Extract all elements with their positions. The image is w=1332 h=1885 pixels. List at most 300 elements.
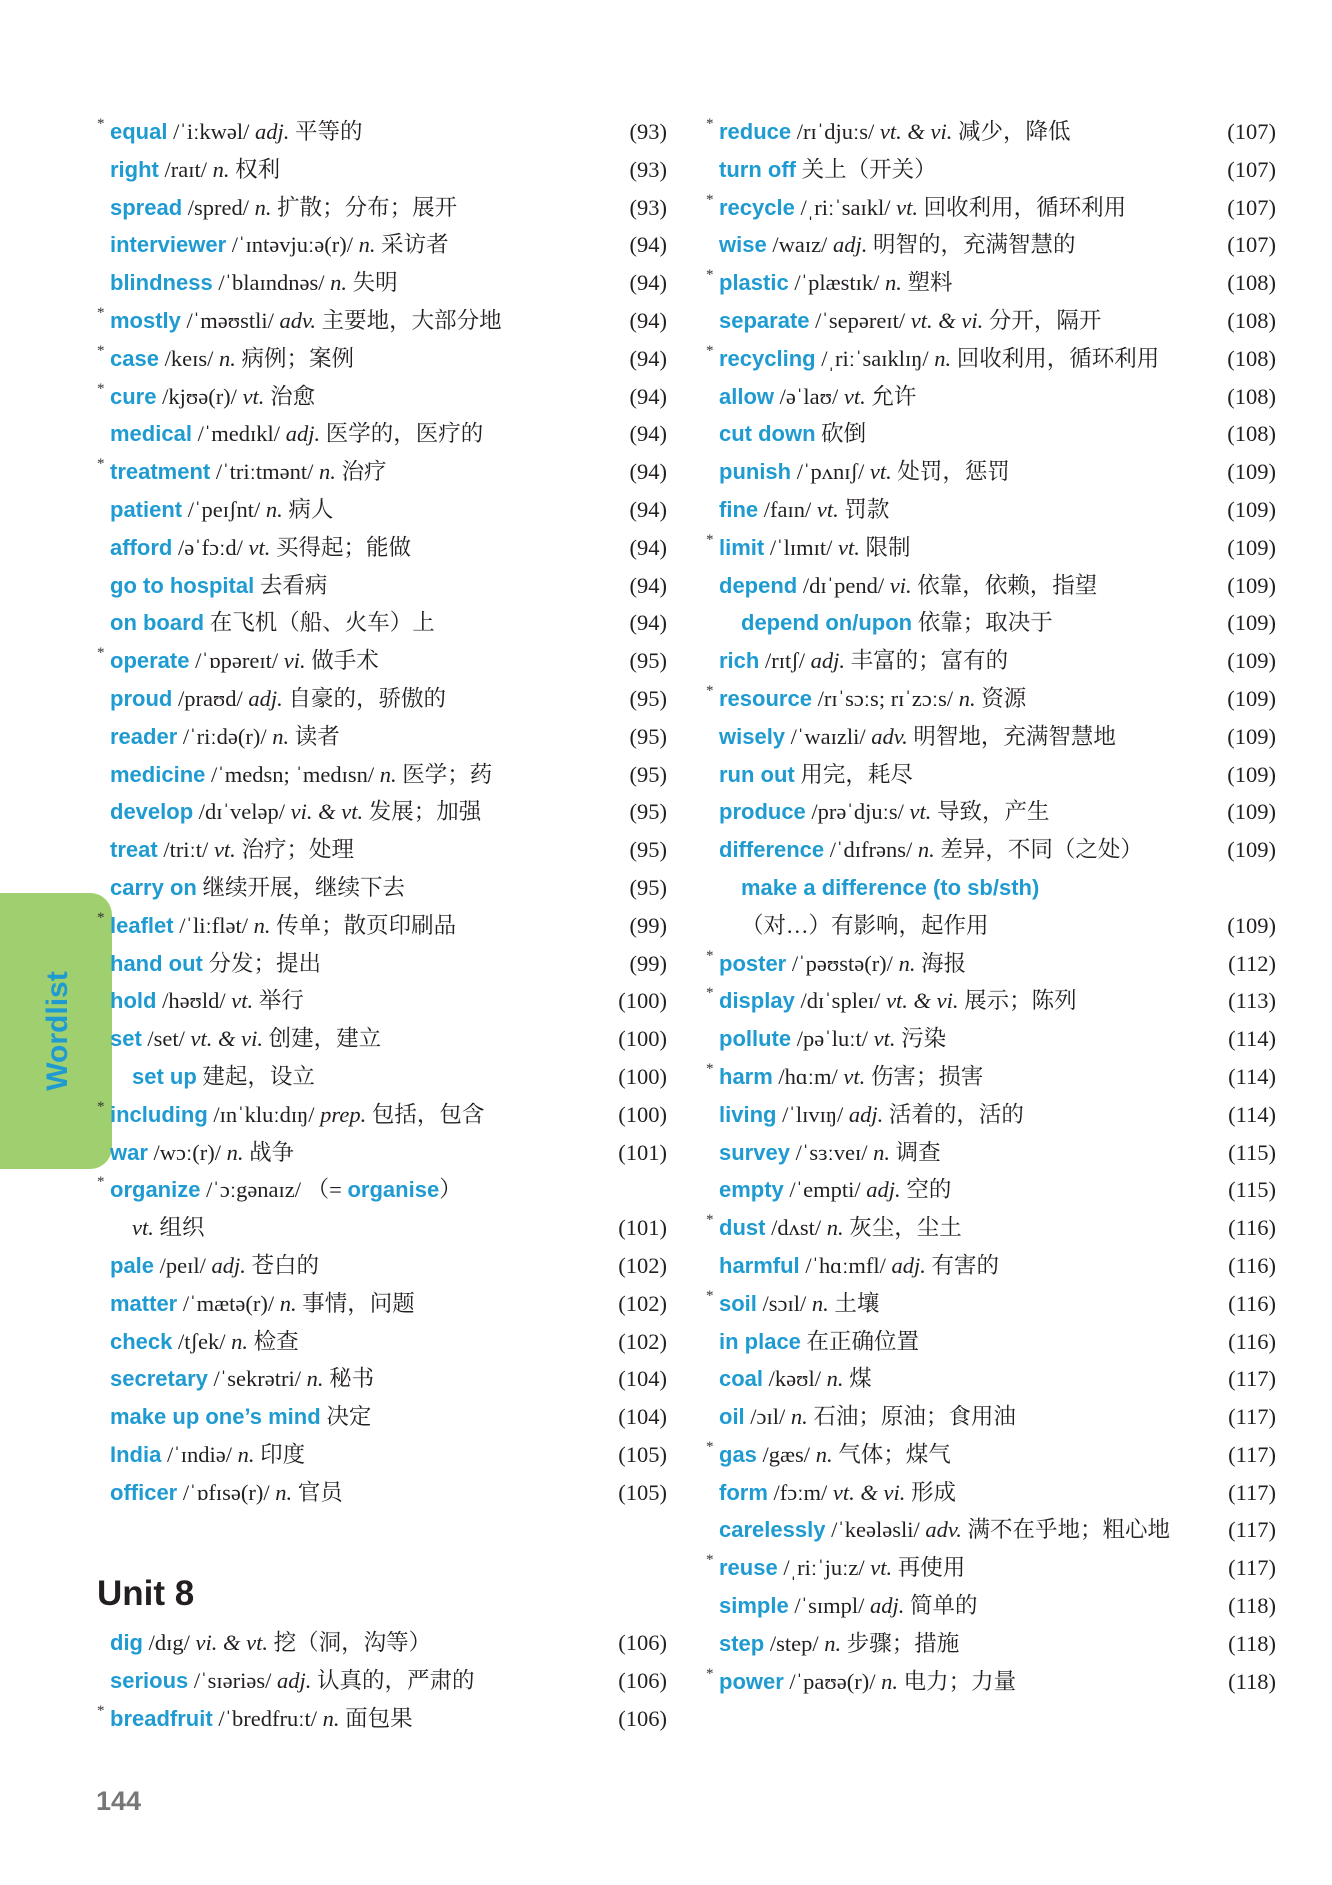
page-reference: (95)	[629, 799, 667, 825]
entry-text	[719, 756, 913, 794]
page-reference: (112)	[1228, 950, 1276, 976]
definition: 限制	[859, 534, 911, 560]
phonetic: /ˈsɪəriəs/	[188, 1668, 277, 1694]
definition: 在正确位置	[806, 1328, 920, 1354]
entry-text	[741, 869, 1039, 907]
headword: pale	[110, 1252, 155, 1278]
part-of-speech: n.	[254, 194, 272, 220]
entry-star: *	[706, 531, 714, 548]
part-of-speech: vt.	[213, 837, 236, 863]
word-entry	[97, 491, 667, 529]
definition: 自豪的，骄傲的	[282, 685, 446, 711]
word-entry	[97, 1134, 667, 1172]
phonetic: /dɪg/	[143, 1630, 196, 1656]
part-of-speech: n.	[318, 459, 336, 485]
definition: 读者	[289, 723, 340, 749]
headword: interviewer	[110, 232, 227, 258]
part-of-speech: n.	[358, 232, 376, 258]
phonetic: /ˈempti/	[783, 1177, 867, 1203]
headword: reuse	[719, 1555, 778, 1581]
entry-text	[110, 1171, 462, 1209]
headword: cut down	[719, 421, 816, 447]
definition: 关上（开关）	[801, 156, 937, 182]
definition: 允许	[865, 383, 917, 409]
page-reference: (100)	[618, 988, 667, 1014]
definition: 调查	[890, 1139, 941, 1165]
entry-text	[741, 907, 989, 945]
entry-text	[110, 1134, 294, 1172]
definition: 主要地，大部分地	[315, 307, 502, 333]
headword: right	[110, 156, 159, 182]
definition: 苍白的	[245, 1252, 320, 1278]
part-of-speech: n.	[226, 1139, 244, 1165]
entry-star: *	[97, 380, 105, 397]
word-entry	[97, 1662, 667, 1700]
word-entry	[706, 1587, 1276, 1625]
part-of-speech: n.	[253, 912, 271, 938]
phonetic: /fɔːm/	[767, 1479, 833, 1505]
definition: 处罚，惩罚	[891, 459, 1010, 485]
entry-text	[719, 378, 916, 416]
definition: 去看病	[259, 572, 328, 598]
entry-text	[110, 491, 333, 529]
part-of-speech: vi. & vt.	[195, 1630, 268, 1656]
word-entry	[706, 189, 1276, 227]
headword: depend	[719, 572, 798, 598]
page-reference: (109)	[1227, 723, 1276, 749]
definition: （对…）有影响，起作用	[741, 912, 989, 938]
word-entry	[97, 604, 667, 642]
phonetic: /ˈsepəreɪt/	[809, 307, 911, 333]
word-entry	[706, 680, 1276, 718]
phonetic: /rɪˈsɔːs; rɪˈzɔːs/	[811, 685, 959, 711]
part-of-speech: vt.	[909, 799, 932, 825]
headword: dig	[110, 1630, 143, 1656]
entry-text	[741, 604, 1053, 642]
phonetic: /ˈmedsn; ˈmedɪsn/	[205, 761, 380, 787]
entry-star: *	[706, 1438, 714, 1455]
headword: rich	[719, 648, 760, 674]
page-reference: (94)	[629, 534, 667, 560]
entry-text	[719, 1058, 983, 1096]
entry-text	[719, 1171, 951, 1209]
entry-text	[110, 1285, 415, 1323]
page-reference: (104)	[618, 1404, 667, 1430]
headword: limit	[719, 534, 765, 560]
page-reference: (99)	[629, 912, 667, 938]
page-reference: (105)	[618, 1479, 667, 1505]
phonetic: /ˈlɪmɪt/	[764, 534, 838, 560]
page-reference: (118)	[1228, 1668, 1276, 1694]
headword: treat	[110, 837, 158, 863]
page-reference: (105)	[618, 1441, 667, 1467]
headword: hand out	[110, 950, 203, 976]
part-of-speech: adv.	[925, 1517, 962, 1543]
part-of-speech: prep.	[320, 1101, 367, 1127]
part-of-speech: adv.	[279, 307, 316, 333]
phonetic: /əˈfɔːd/	[172, 534, 249, 560]
headword: proud	[110, 685, 173, 711]
word-entry	[706, 226, 1276, 264]
phonetic: /praʊd/	[172, 685, 249, 711]
page-reference: (104)	[618, 1366, 667, 1392]
entry-text	[719, 680, 1026, 718]
page-reference: (95)	[629, 874, 667, 900]
entry-text	[110, 945, 321, 983]
word-entry	[706, 302, 1276, 340]
entry-text	[110, 1624, 431, 1662]
page-reference: (114)	[1228, 1101, 1276, 1127]
page-reference: (107)	[1227, 156, 1276, 182]
entry-star: *	[706, 1287, 714, 1304]
definition: 分开，隔开	[983, 307, 1102, 333]
part-of-speech: adj.	[891, 1252, 926, 1278]
definition: 减少，降低	[952, 119, 1071, 144]
headword: living	[719, 1101, 777, 1127]
word-entry	[97, 189, 667, 227]
headword: harm	[719, 1063, 773, 1089]
phonetic: /ˈliːflət/	[173, 912, 254, 938]
headword: display	[719, 988, 795, 1014]
page-reference: (115)	[1228, 1177, 1276, 1203]
part-of-speech: adv.	[871, 723, 908, 749]
entry-text	[110, 680, 446, 718]
headword: power	[719, 1668, 784, 1694]
entry-star: *	[706, 1665, 714, 1682]
part-of-speech: n.	[917, 837, 935, 863]
entry-text	[110, 453, 387, 491]
word-entry	[706, 1285, 1276, 1323]
part-of-speech: n.	[265, 496, 283, 522]
page-reference: (95)	[629, 723, 667, 749]
entry-text	[719, 642, 1008, 680]
entry-text	[110, 302, 502, 340]
entry-star: *	[97, 456, 105, 473]
page-reference: (100)	[618, 1063, 667, 1089]
headword: set up	[132, 1063, 197, 1089]
definition: 资源	[975, 685, 1027, 711]
part-of-speech: n.	[811, 1290, 829, 1316]
word-entry	[706, 1209, 1276, 1247]
page-reference: (94)	[629, 610, 667, 636]
headword: mostly	[110, 307, 181, 333]
entry-star: *	[97, 342, 105, 359]
page-reference: (108)	[1227, 345, 1276, 371]
part-of-speech: vt. & vi.	[886, 988, 959, 1014]
section-tab-label: Wordlist	[41, 971, 74, 1091]
part-of-speech: n.	[275, 1479, 293, 1505]
entry-star: *	[97, 645, 105, 662]
part-of-speech: n.	[958, 685, 976, 711]
word-entry	[97, 113, 667, 151]
phonetic: /ˈtriːtmənt/	[210, 459, 319, 485]
headword: carelessly	[719, 1517, 826, 1543]
phonetic: /ˈriːdə(r)/	[177, 723, 273, 749]
phonetic: /wɔː(r)/	[147, 1139, 227, 1165]
headword: afford	[110, 534, 173, 560]
definition: 事情，问题	[296, 1290, 415, 1316]
word-entry	[97, 869, 667, 907]
headword: make up one’s mind	[110, 1404, 321, 1430]
page-reference: (109)	[1227, 610, 1276, 636]
page-reference: (108)	[1227, 307, 1276, 333]
entry-text	[110, 189, 457, 227]
part-of-speech: n.	[218, 345, 236, 371]
headword: difference	[719, 837, 825, 863]
headword: hold	[110, 988, 157, 1014]
entry-text	[110, 718, 340, 756]
word-entry	[706, 1549, 1276, 1587]
part-of-speech: adj.	[285, 421, 321, 447]
part-of-speech: vi.	[889, 572, 912, 598]
word-entry	[706, 945, 1276, 983]
definition: 污染	[895, 1026, 947, 1052]
definition: 扩散；分布；展开	[271, 194, 458, 220]
entry-star: *	[706, 1060, 714, 1077]
word-entry	[97, 1171, 667, 1209]
phonetic: /ˈɒpəreɪt/	[189, 648, 284, 674]
definition: 认真的，严肃的	[311, 1668, 475, 1694]
entry-text	[110, 415, 483, 453]
page-reference: (94)	[629, 270, 667, 296]
definition: 明智地，充满智慧地	[907, 723, 1116, 749]
part-of-speech: n.	[279, 1290, 297, 1316]
page-reference: (93)	[629, 119, 667, 144]
part-of-speech: vt. & vi.	[832, 1479, 906, 1505]
phonetic: /ˈɪntəvjuːə(r)/	[226, 232, 359, 258]
word-entry	[97, 1398, 667, 1436]
definition: 回收利用，循环利用	[917, 194, 1127, 220]
phonetic: /dʌst/	[765, 1215, 827, 1241]
page-reference: (108)	[1227, 421, 1276, 447]
headword: survey	[719, 1139, 790, 1165]
definition: 简单的	[904, 1593, 978, 1619]
part-of-speech: n.	[826, 1366, 844, 1392]
variant-close: ）	[439, 1177, 462, 1203]
entry-text	[110, 1700, 413, 1738]
headword: gas	[719, 1441, 757, 1467]
page-reference: (109)	[1227, 912, 1276, 938]
part-of-speech: vt.	[843, 383, 866, 409]
part-of-speech: vt.	[248, 534, 271, 560]
entry-star: *	[706, 1212, 714, 1229]
entry-text	[719, 1134, 941, 1172]
entry-star: *	[706, 947, 714, 964]
phonetic: /ˈkeələsli/	[825, 1517, 926, 1543]
part-of-speech: vt.	[838, 534, 860, 560]
part-of-speech: n.	[306, 1366, 324, 1392]
entry-text	[110, 340, 354, 378]
headword: poster	[719, 950, 787, 976]
headword: soil	[719, 1290, 757, 1316]
part-of-speech: n.	[272, 723, 290, 749]
entry-star: *	[706, 267, 714, 284]
definition: 做手术	[305, 648, 379, 674]
page-reference: (117)	[1228, 1366, 1276, 1392]
page-reference: (93)	[629, 194, 667, 220]
entry-text	[719, 1436, 951, 1474]
entry-text	[719, 415, 866, 453]
phonetic: /pəˈluːt/	[791, 1026, 874, 1052]
word-entry	[97, 1058, 667, 1096]
phonetic: /ˈsɜːveɪ/	[789, 1139, 874, 1165]
entry-text	[110, 869, 405, 907]
page-reference: (94)	[629, 383, 667, 409]
page-reference: (107)	[1227, 232, 1276, 258]
headword: carry on	[110, 874, 197, 900]
word-entry	[706, 793, 1276, 831]
definition: 伤害；损害	[865, 1063, 984, 1089]
part-of-speech: vt.	[816, 496, 839, 522]
phonetic: /ˈbredfruːt/	[212, 1706, 323, 1732]
part-of-speech: vi. & vt.	[290, 799, 364, 825]
word-entry	[97, 1209, 667, 1247]
definition: 活着的，活的	[883, 1101, 1024, 1127]
entry-text	[110, 1436, 305, 1474]
page-reference: (93)	[629, 156, 667, 182]
phonetic: /ˈməʊstli/	[180, 307, 280, 333]
definition: 步骤；措施	[841, 1630, 960, 1656]
part-of-speech: adj.	[869, 1593, 905, 1619]
part-of-speech: vt. & vi.	[879, 119, 953, 144]
word-entry	[97, 756, 667, 794]
entry-star: *	[97, 909, 105, 926]
variant-headword: organise	[347, 1177, 440, 1203]
definition: 形成	[905, 1479, 956, 1505]
definition: 采访者	[375, 232, 449, 258]
unit8-word-list	[97, 1624, 667, 1737]
definition: 明智的，充满智慧的	[867, 232, 1076, 258]
part-of-speech: adj.	[866, 1177, 901, 1203]
part-of-speech: n.	[884, 270, 902, 296]
word-entry	[97, 982, 667, 1020]
definition: 平等的	[289, 119, 363, 144]
definition: 灰尘，尘土	[843, 1215, 962, 1241]
headword: medical	[110, 421, 192, 447]
word-entry	[706, 340, 1276, 378]
word-entry	[97, 945, 667, 983]
word-entry	[97, 1323, 667, 1361]
phonetic: /ˌriːˈjuːz/	[777, 1555, 871, 1581]
word-entry	[97, 415, 667, 453]
entry-star: *	[97, 116, 105, 132]
definition: 海报	[915, 950, 967, 976]
entry-text	[110, 1398, 371, 1436]
definition: 检查	[248, 1328, 299, 1354]
part-of-speech: adj.	[832, 232, 868, 258]
word-entry	[706, 1511, 1276, 1549]
headword: simple	[719, 1593, 789, 1619]
definition: 失明	[347, 270, 398, 296]
headword: coal	[719, 1366, 764, 1392]
phonetic: /sɔɪl/	[756, 1290, 812, 1316]
headword: on board	[110, 610, 205, 636]
page-reference: (109)	[1227, 837, 1276, 863]
entry-text	[719, 1587, 978, 1625]
part-of-speech: adj.	[810, 648, 845, 674]
definition: 丰富的；富有的	[845, 648, 1009, 674]
entry-text	[110, 793, 481, 831]
definition: 用完，耗尽	[800, 761, 913, 787]
phonetic: /set/	[141, 1026, 191, 1052]
definition: 石油；原油；食用油	[807, 1404, 1016, 1430]
entry-text	[719, 1549, 965, 1587]
phonetic: /rɪtʃ/	[759, 648, 811, 674]
definition: 创建，建立	[263, 1026, 382, 1052]
headword: empty	[719, 1177, 784, 1203]
entry-text	[110, 226, 449, 264]
definition: 发展；加强	[363, 799, 482, 825]
page-reference: (106)	[618, 1706, 667, 1732]
part-of-speech: n.	[824, 1630, 842, 1656]
definition: 差异，不同（之处）	[934, 837, 1143, 863]
entry-text	[110, 1474, 343, 1512]
headword: leaflet	[110, 912, 174, 938]
headword: reader	[110, 723, 178, 749]
word-entry	[97, 1624, 667, 1662]
headword: recycling	[719, 345, 816, 371]
phonetic: /dɪˈpend/	[797, 572, 890, 598]
entry-text	[110, 907, 456, 945]
part-of-speech: adj.	[848, 1101, 884, 1127]
part-of-speech: vt.	[869, 459, 892, 485]
part-of-speech: vt.	[231, 988, 254, 1014]
part-of-speech: n.	[237, 1441, 255, 1467]
word-entry	[706, 718, 1276, 756]
entry-text	[110, 604, 435, 642]
definition: 组织	[153, 1215, 205, 1241]
definition: 印度	[254, 1441, 306, 1467]
word-entry	[706, 1625, 1276, 1663]
left-word-list	[97, 113, 667, 1511]
word-entry	[706, 1134, 1276, 1172]
headword: run out	[719, 761, 795, 787]
headword: pollute	[719, 1026, 792, 1052]
phonetic: /ˈsekrətri/	[207, 1366, 307, 1392]
page-reference: (116)	[1228, 1215, 1276, 1241]
definition: 满不在乎地；粗心地	[961, 1517, 1170, 1543]
headword: step	[719, 1630, 765, 1656]
entry-text	[110, 982, 304, 1020]
word-entry	[97, 907, 667, 945]
definition: 展示；陈列	[958, 988, 1077, 1014]
phonetic: /ˈhɑːmfl/	[799, 1252, 892, 1278]
entry-text	[110, 831, 354, 869]
phonetic: /ɪnˈkluːdɪŋ/	[207, 1101, 321, 1127]
word-entry	[706, 1058, 1276, 1096]
phonetic: /ˈmætə(r)/	[177, 1290, 280, 1316]
page-reference: (100)	[618, 1101, 667, 1127]
entry-text	[719, 1625, 959, 1663]
definition: 电力；力量	[897, 1668, 1017, 1694]
definition: 治疗	[335, 459, 387, 485]
phonetic: /ˈpʌnɪʃ/	[791, 459, 870, 485]
headword: turn off	[719, 156, 796, 182]
entry-text	[110, 756, 492, 794]
phonetic: /kəʊl/	[763, 1366, 827, 1392]
entry-star: *	[97, 1703, 105, 1720]
word-entry	[706, 1020, 1276, 1058]
word-entry	[97, 793, 667, 831]
entry-text	[719, 831, 1143, 869]
part-of-speech: vt.	[242, 383, 265, 409]
page-reference: (117)	[1228, 1479, 1276, 1505]
entry-text	[110, 529, 411, 567]
definition: 挖（洞，沟等）	[268, 1630, 432, 1656]
entry-text	[719, 264, 952, 302]
page-reference: (95)	[629, 837, 667, 863]
word-entry	[706, 1398, 1276, 1436]
